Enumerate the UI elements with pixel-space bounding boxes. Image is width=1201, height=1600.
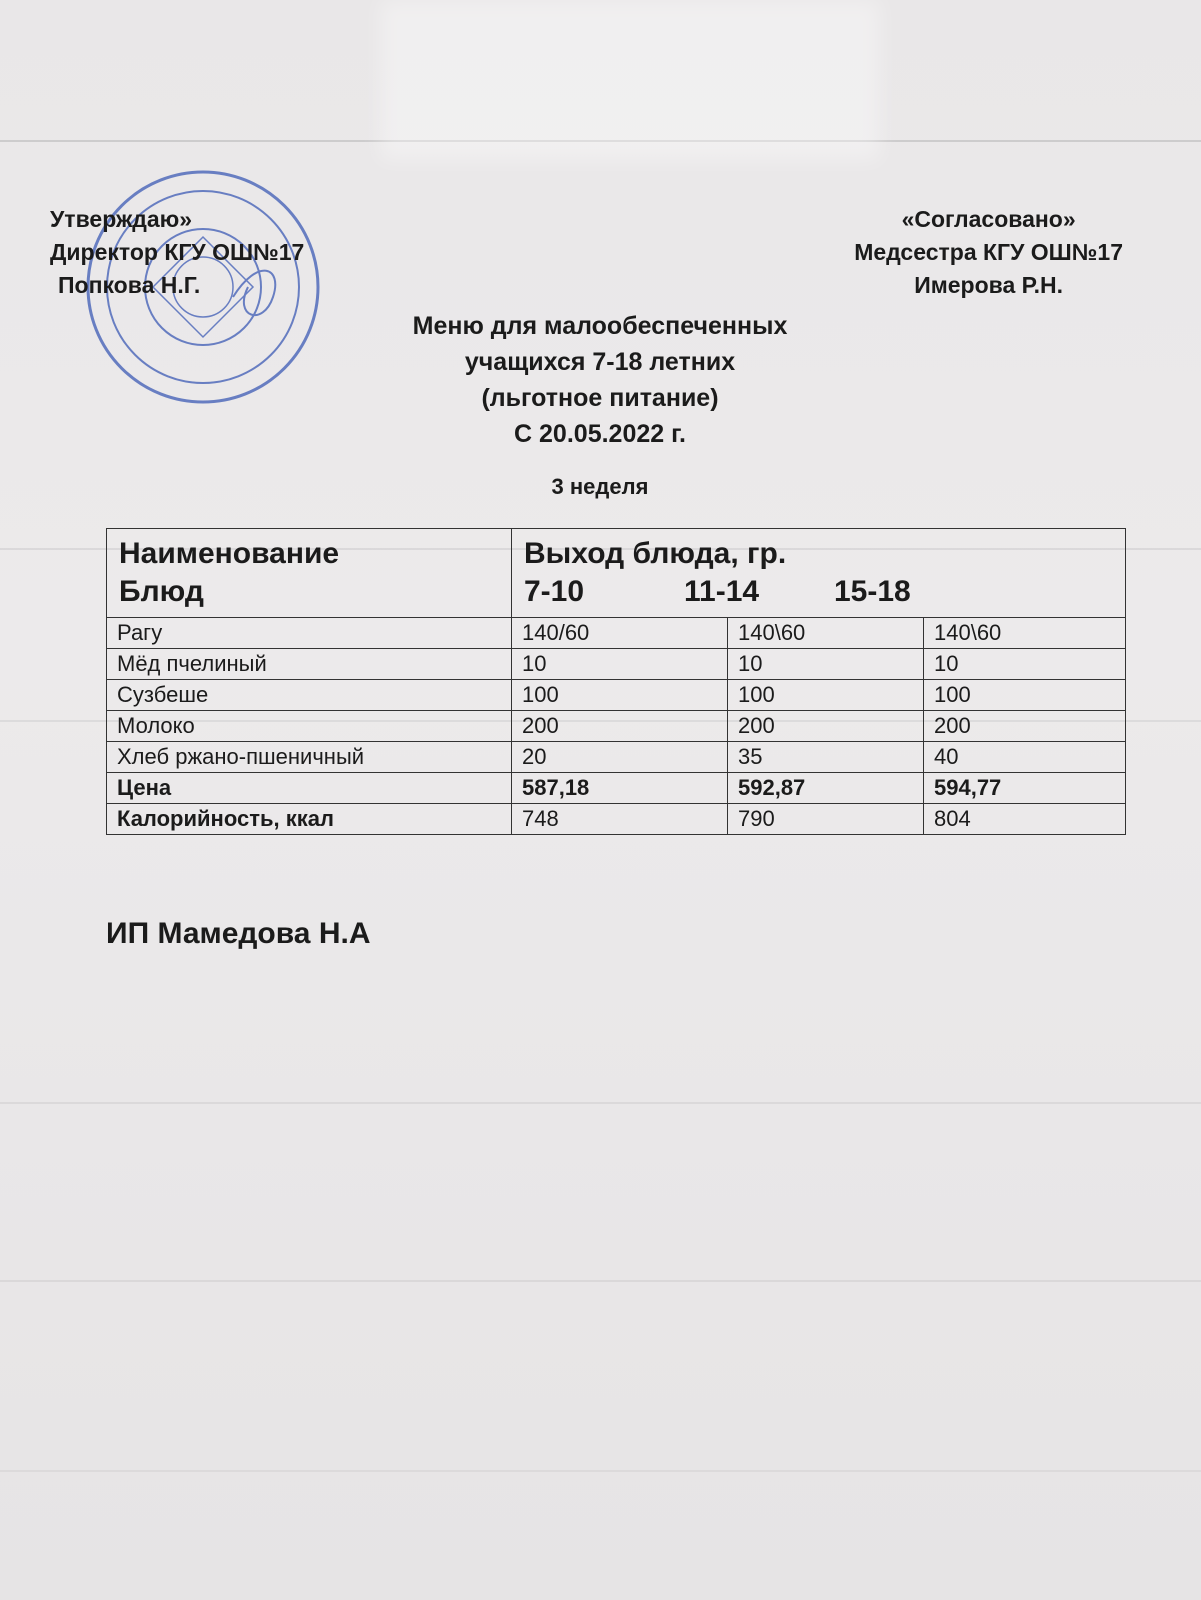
age-group: 15-18 (834, 575, 911, 608)
agreement-title: «Согласовано» (901, 206, 1076, 232)
cell-value: 100 (924, 680, 1126, 711)
cell-value: 100 (512, 680, 728, 711)
cell-value: 140\60 (924, 618, 1126, 649)
title-line-3: (льготное питание) (481, 384, 719, 412)
cell-value: 140\60 (728, 618, 924, 649)
cell-value: 200 (728, 711, 924, 742)
cell-value: 594,77 (924, 773, 1126, 804)
cell-value: 20 (512, 742, 728, 773)
cell-value: 200 (512, 711, 728, 742)
agreement-position: Медсестра КГУ ОШ№17 (854, 239, 1123, 265)
cell-value: 592,87 (728, 773, 924, 804)
title-line-4: С 20.05.2022 г. (514, 420, 686, 448)
table-row (107, 742, 1126, 773)
approval-person: Попкова Н.Г. (58, 272, 201, 298)
header-dish-name: Наименование Блюд (107, 529, 512, 618)
cell-value: 35 (728, 742, 924, 773)
dish-name: Рагу (107, 618, 512, 649)
row-label: Калорийность, ккал (107, 804, 512, 835)
table-header-row (107, 529, 1126, 618)
table-row (107, 680, 1126, 711)
table-row (107, 649, 1126, 680)
dish-name: Молоко (107, 711, 512, 742)
menu-table (106, 528, 1126, 835)
menu-title (300, 308, 900, 452)
cell-value: 804 (924, 804, 1126, 835)
header-yield: Выход блюда, гр. 7-10 11-14 15-18 (512, 529, 1126, 618)
table-row (107, 618, 1126, 649)
cell-value: 790 (728, 804, 924, 835)
calories-row (107, 804, 1126, 835)
approval-position: Директор КГУ ОШ№17 (50, 239, 305, 265)
approval-block (50, 203, 304, 302)
cell-value: 587,18 (512, 773, 728, 804)
supplier-name: ИП Мамедова Н.А (106, 917, 371, 950)
row-label: Цена (107, 773, 512, 804)
title-line-2: учащихся 7-18 летних (464, 348, 736, 376)
agreement-block (854, 203, 1123, 302)
cell-value: 10 (924, 649, 1126, 680)
cell-value: 10 (512, 649, 728, 680)
dish-name: Сузбеше (107, 680, 512, 711)
dish-name: Мёд пчелиный (107, 649, 512, 680)
age-group: 7-10 (524, 575, 585, 608)
cell-value: 40 (924, 742, 1126, 773)
title-line-1: Меню для малообеспеченных (412, 312, 788, 340)
cell-value: 140/60 (512, 618, 728, 649)
agreement-person: Имерова Р.Н. (914, 272, 1063, 298)
table-row (107, 711, 1126, 742)
cell-value: 100 (728, 680, 924, 711)
approval-title: Утверждаю» (50, 206, 193, 232)
cell-value: 200 (924, 711, 1126, 742)
dish-name: Хлеб ржано-пшеничный (107, 742, 512, 773)
age-group: 11-14 (684, 575, 760, 608)
cell-value: 10 (728, 649, 924, 680)
age-groups (524, 573, 1113, 611)
week-label: 3 неделя (551, 474, 649, 499)
cell-value: 748 (512, 804, 728, 835)
price-row (107, 773, 1126, 804)
